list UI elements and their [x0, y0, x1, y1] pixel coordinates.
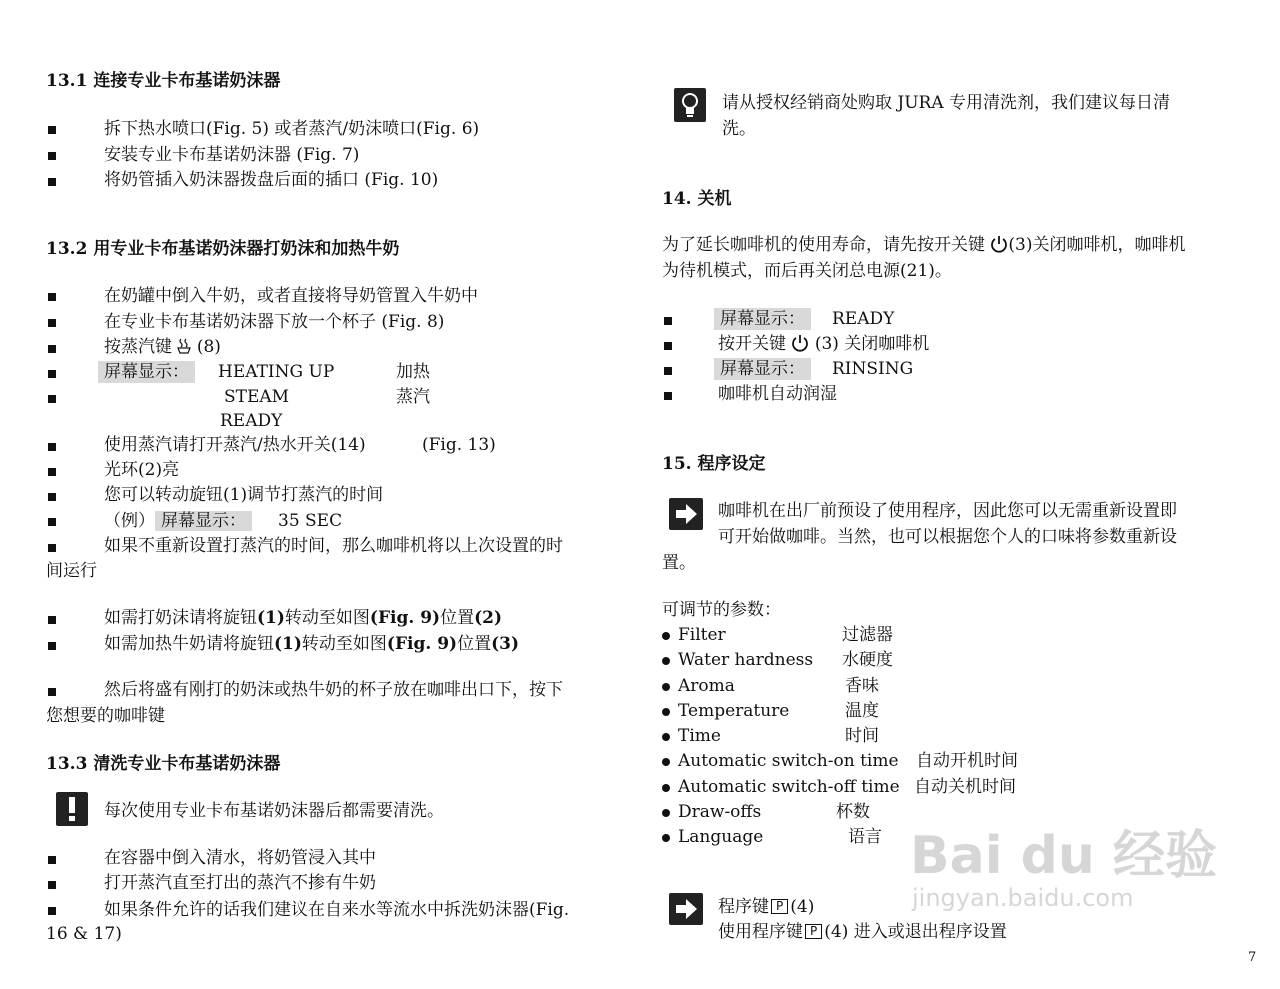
tip-lightbulb-icon — [674, 88, 706, 122]
param-cn: 水硬度 — [842, 650, 893, 670]
text: (3) — [491, 634, 520, 654]
bullet — [664, 342, 672, 350]
bullet-dot — [662, 758, 670, 766]
text: (1) — [257, 608, 285, 628]
list-item-cont: 16 & 17) — [46, 924, 122, 944]
display-label: 屏幕显示： — [714, 358, 811, 380]
list-item-ref: (Fig. 13) — [422, 435, 496, 455]
power-icon — [990, 235, 1008, 253]
list-item: 如果不重新设置打蒸汽的时间，那么咖啡机将以上次设置的时 — [104, 536, 563, 556]
list-item: 在奶罐中倒入牛奶，或者直接将导奶管置入牛奶中 — [104, 286, 478, 306]
bullet — [664, 317, 672, 325]
text: 位置 — [440, 608, 475, 628]
program-key-use — [718, 921, 1007, 943]
list-item-cont: 您想要的咖啡键 — [46, 706, 165, 726]
list-item: 光环(2)亮 — [104, 460, 180, 480]
display-value: HEATING UP — [218, 362, 335, 382]
steam-icon — [177, 338, 191, 354]
param-cn: 自动关机时间 — [914, 777, 1016, 797]
text: 按开关键 — [718, 334, 786, 354]
param-cn: 时间 — [845, 726, 879, 746]
bullet-dot — [662, 784, 670, 792]
list-item: 然后将盛有刚打的奶沫或热牛奶的杯子放在咖啡出口下，按下 — [104, 680, 563, 700]
text: (3)关闭咖啡机，咖啡机 — [1008, 235, 1186, 255]
param-item — [662, 675, 735, 697]
watermark-url: jingyan.baidu.com — [912, 884, 1134, 912]
bullet — [48, 688, 56, 696]
paragraph — [662, 234, 1186, 256]
param-en: Automatic switch-on time — [678, 751, 899, 771]
list-item — [104, 510, 252, 532]
bullet-dot — [662, 834, 670, 842]
bullet — [48, 907, 56, 915]
display-value-cn: 蒸汽 — [396, 387, 430, 407]
arrow-right-icon — [669, 893, 703, 925]
param-item — [662, 826, 763, 848]
param-en: Automatic switch-off time — [678, 777, 900, 797]
param-item — [662, 750, 899, 772]
list-item — [718, 333, 929, 355]
list-item: 在容器中倒入清水，将奶管浸入其中 — [104, 848, 376, 868]
text: 如需打奶沫请将旋钮 — [104, 608, 257, 628]
paragraph-cont: 为待机模式，而后再关闭总电源(21)。 — [662, 261, 952, 281]
param-cn: 温度 — [845, 701, 879, 721]
section-15-title: 15. 程序设定 — [662, 454, 766, 474]
list-item-text: （例） — [104, 511, 155, 531]
page-number: 7 — [1248, 950, 1257, 965]
param-en: Language — [678, 827, 764, 847]
bullet — [48, 293, 56, 301]
watermark-logo: Bai du 经验 — [910, 826, 1217, 886]
bullet-dot — [662, 708, 670, 716]
text: 位置 — [457, 634, 492, 654]
text: 如需加热牛奶请将旋钮 — [104, 634, 274, 654]
paragraph: 咖啡机在出厂前预设了使用程序，因此您可以无需重新设置即 — [718, 501, 1177, 521]
section-13-1-title: 13.1 连接专业卡布基诺奶沫器 — [46, 71, 281, 91]
param-en: Filter — [678, 625, 726, 645]
display-label: 屏幕显示： — [98, 361, 195, 383]
section-13-2-title: 13.2 用专业卡布基诺奶沫器打奶沫和加热牛奶 — [46, 239, 400, 259]
bullet — [48, 395, 56, 403]
bullet — [48, 856, 56, 864]
list-item: 拆下热水喷口(Fig. 5) 或者蒸汽/奶沫喷口(Fig. 6) — [104, 119, 480, 139]
display-value-cn: 加热 — [396, 362, 430, 382]
warning-icon — [56, 792, 88, 826]
param-item — [662, 624, 726, 646]
display-value: RINSING — [832, 359, 914, 379]
list-item: 安装专业卡布基诺奶沫器 (Fig. 7) — [104, 145, 360, 165]
list-item — [104, 633, 519, 655]
param-cn: 语言 — [848, 827, 882, 847]
bullet — [664, 392, 672, 400]
text: 转动至如图 — [284, 608, 370, 628]
list-item: 将奶管插入奶沫器拨盘后面的插口 (Fig. 10) — [104, 170, 439, 190]
section-13-3-title: 13.3 清洗专业卡布基诺奶沫器 — [46, 754, 281, 774]
list-item: 打开蒸汽直至打出的蒸汽不掺有牛奶 — [104, 873, 376, 893]
bullet — [48, 178, 56, 186]
text: (4) 进入或退出程序设置 — [824, 922, 1007, 942]
bullet — [48, 642, 56, 650]
bullet — [664, 367, 672, 375]
bullet-dot — [662, 632, 670, 640]
params-title: 可调节的参数： — [662, 600, 781, 620]
param-cn: 杯数 — [836, 802, 870, 822]
paragraph: 置。 — [662, 553, 696, 573]
text: 转动至如图 — [301, 634, 387, 654]
bullet-dot — [662, 683, 670, 691]
tip-text: 请从授权经销商处购取 JURA 专用清洗剂，我们建议每日清 — [722, 93, 1171, 113]
paragraph: 可开始做咖啡。当然，也可以根据您个人的口味将参数重新设 — [718, 527, 1177, 547]
text: (Fig. 9) — [386, 634, 458, 654]
param-en: Temperature — [678, 701, 790, 721]
bullet-dot — [662, 733, 670, 741]
text: 使用程序键 — [718, 922, 803, 942]
power-icon — [791, 334, 809, 352]
display-value: READY — [220, 411, 283, 431]
display-label: 屏幕显示： — [155, 511, 252, 531]
bullet — [48, 370, 56, 378]
section-14-title: 14. 关机 — [662, 189, 732, 209]
text: (2) — [474, 608, 503, 628]
text: (3) 关闭咖啡机 — [814, 334, 930, 354]
bullet — [48, 468, 56, 476]
bullet — [48, 518, 56, 526]
bullet — [48, 493, 56, 501]
bullet — [48, 544, 56, 552]
param-cn: 自动开机时间 — [916, 751, 1018, 771]
param-item — [662, 801, 761, 823]
warning-text: 每次使用专业卡布基诺奶沫器后都需要清洗。 — [104, 801, 444, 821]
bullet — [48, 126, 56, 134]
text: (4) — [790, 897, 815, 917]
arrow-right-icon — [669, 498, 703, 530]
bullet — [48, 345, 56, 353]
param-item — [662, 725, 721, 747]
bullet — [48, 443, 56, 451]
bullet — [48, 319, 56, 327]
bullet — [48, 616, 56, 624]
display-value: 35 SEC — [278, 511, 343, 531]
param-item — [662, 649, 813, 671]
text: 为了延长咖啡机的使用寿命，请先按开关键 — [662, 235, 985, 255]
tip-text-cont: 洗。 — [722, 119, 756, 139]
list-item: 在专业卡布基诺奶沫器下放一个杯子 (Fig. 8) — [104, 312, 445, 332]
text: (1) — [274, 634, 302, 654]
param-en: Time — [678, 726, 721, 746]
program-key-icon: P — [771, 899, 788, 914]
list-item: 您可以转动旋钮(1)调节打蒸汽的时间 — [104, 485, 384, 505]
param-item — [662, 700, 789, 722]
param-en: Draw-offs — [678, 802, 762, 822]
text: (Fig. 9) — [369, 608, 441, 628]
list-item — [104, 607, 502, 629]
bullet — [48, 152, 56, 160]
list-item-cont: 间运行 — [46, 561, 97, 581]
text: 程序键 — [718, 897, 769, 917]
list-item: 如果条件允许的话我们建议在自来水等流水中拆洗奶沫器(Fig. — [104, 900, 570, 920]
display-value: READY — [832, 309, 895, 329]
program-key-line — [718, 896, 814, 918]
param-item — [662, 776, 900, 798]
param-en: Water hardness — [678, 650, 814, 670]
param-cn: 香味 — [845, 676, 879, 696]
display-label: 屏幕显示： — [714, 308, 811, 330]
program-key-icon: P — [805, 924, 822, 939]
list-item-text: (8) — [196, 337, 221, 357]
list-item: 咖啡机自动润湿 — [718, 384, 837, 404]
bullet — [48, 881, 56, 889]
param-cn: 过滤器 — [842, 625, 893, 645]
param-en: Aroma — [678, 676, 735, 696]
list-item-text: 按蒸汽键 — [104, 337, 172, 357]
bullet-dot — [662, 809, 670, 817]
bullet-dot — [662, 657, 670, 665]
list-item: 使用蒸汽请打开蒸汽/热水开关(14) — [104, 435, 366, 455]
list-item — [104, 336, 221, 358]
display-value: STEAM — [224, 387, 290, 407]
